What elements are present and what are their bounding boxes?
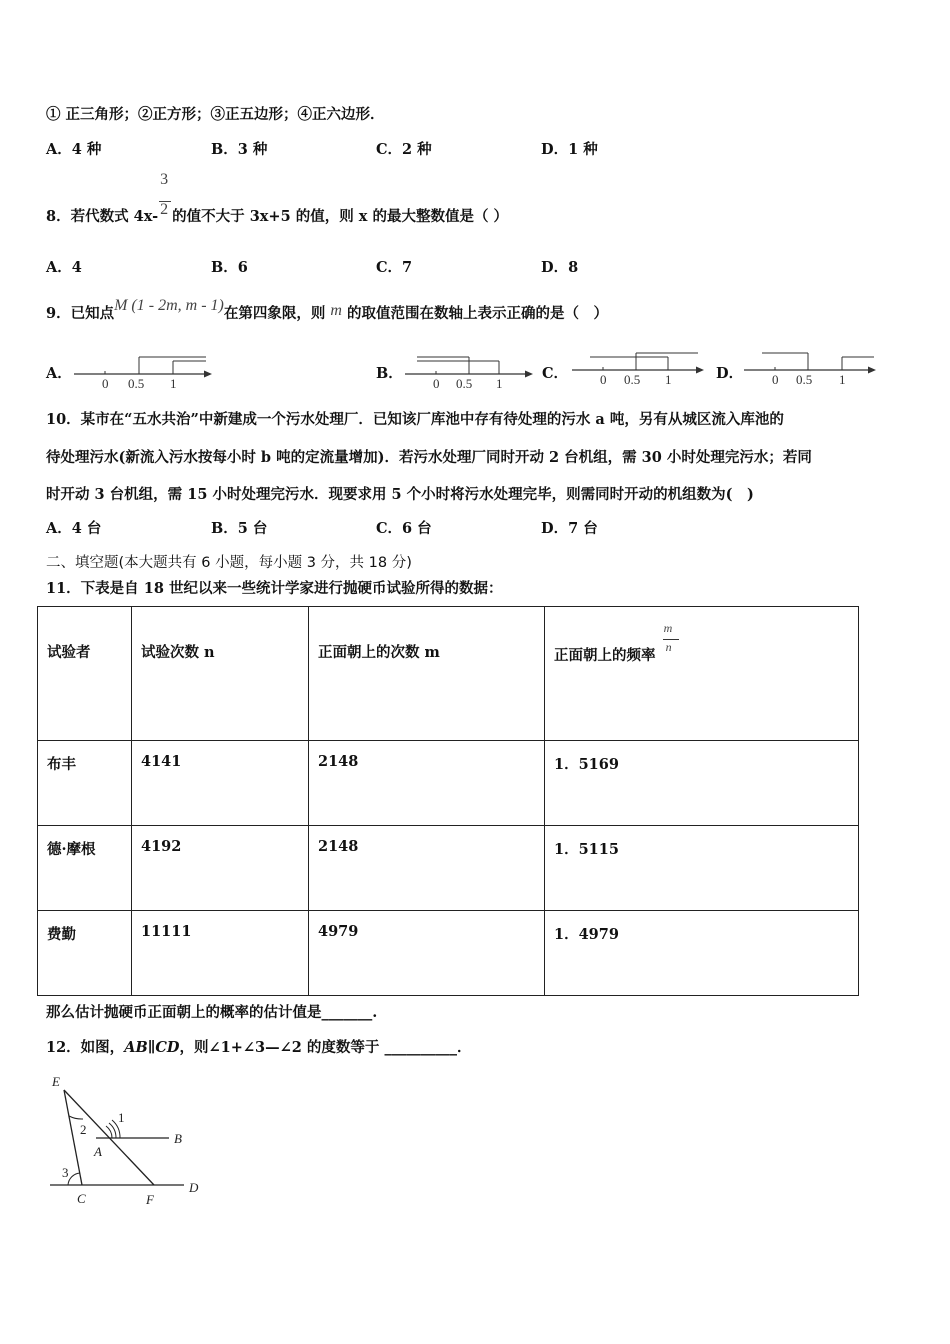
label-angle-2: 2 [80, 1122, 87, 1137]
cell-heads: 2148 [309, 741, 545, 826]
number-line-d [742, 343, 882, 388]
q10-line-3: 时开动 3 台机组，需 15 小时处理完污水．现要求用 5 个小时将污水处理完毕，则需同时开动的机组数为( ) [46, 486, 754, 503]
q12-stem [46, 1036, 471, 1057]
q8-frac-den: 2 [160, 201, 169, 218]
label-angle-3: 3 [62, 1165, 69, 1180]
freq-den: n [665, 640, 672, 654]
number-line-b [403, 350, 538, 392]
q7-choices-line: ① 正三角形；②正方形；③正五边形；④正六边形． [46, 106, 385, 123]
label-c: C [77, 1191, 86, 1206]
q9-option-c: C． [542, 365, 569, 382]
label-d: D [189, 1180, 199, 1195]
q8-option-d: D．8 [541, 259, 579, 276]
q10-option-c: C．6 台 [376, 520, 432, 537]
q7-option-c: C．2 种 [376, 141, 432, 158]
header-frequency-label: 正面朝上的频率 [554, 647, 656, 664]
tick-0: 0 [102, 376, 109, 391]
q11-intro: 11．下表是自 18 世纪以来一些统计学家进行抛硬币试验所得的数据： [46, 580, 503, 597]
q8-stem [46, 171, 508, 237]
freq-num: m [663, 621, 673, 635]
tick-0-5: 0.5 [456, 376, 473, 391]
cell-experimenter: 布丰 [38, 741, 132, 826]
q8-option-a: A．4 [46, 259, 82, 276]
q8-fraction [158, 171, 172, 229]
label-f: F [146, 1192, 154, 1207]
q8-prefix: 8．若代数式 4x- [46, 208, 159, 225]
label-angle-1: 1 [118, 1110, 125, 1125]
tick-0-5: 0.5 [796, 372, 813, 387]
cell-trials: 11111 [132, 911, 309, 996]
q9-option-b: B． [376, 365, 403, 382]
q9-option-d: D． [716, 365, 744, 382]
q8-frac-num: 3 [160, 171, 169, 188]
section-heading: 二、填空题(本大题共有 6 小题，每小题 3 分，共 18 分) [46, 555, 412, 571]
q7-option-b: B．3 种 [211, 141, 268, 158]
cell-heads: 4979 [309, 911, 545, 996]
q9-stem [46, 297, 609, 323]
tick-0: 0 [433, 376, 440, 391]
q7-option-a: A．4 种 [46, 141, 102, 158]
q8-option-c: C．7 [376, 259, 413, 276]
label-e: E [52, 1074, 60, 1089]
q9-point: M (1 - 2m, m - 1) [114, 297, 224, 314]
number-line-a [72, 350, 217, 392]
tick-0-5: 0.5 [128, 376, 145, 391]
table-row [38, 826, 859, 911]
cell-trials: 4192 [132, 826, 309, 911]
q9-suffix: 的取值范围在数轴上表示正确的是（ ） [347, 305, 609, 322]
q8-suffix: 的值不大于 3x+5 的值，则 x 的最大整数值是（ ） [172, 208, 508, 225]
freq-fraction [663, 623, 679, 653]
number-line-c [570, 343, 710, 388]
tick-1: 1 [170, 376, 177, 391]
q9-prefix: 9．已知点 [46, 305, 115, 322]
q9-option-a: A． [46, 365, 72, 382]
header-trials: 试验次数 n [132, 607, 309, 741]
table-header-row [38, 607, 859, 741]
cell-trials: 4141 [132, 741, 309, 826]
q11-question: 那么估计抛硬币正面朝上的概率的估计值是_______. [46, 1004, 378, 1021]
label-b: B [174, 1131, 182, 1146]
q7-option-d: D．1 种 [541, 141, 598, 158]
header-frequency [545, 607, 859, 741]
q12-ab-parallel-cd: AB∥CD [124, 1039, 180, 1056]
cell-frequency: 1．5115 [545, 826, 859, 911]
cell-frequency: 1．5169 [545, 741, 859, 826]
header-experimenter: 试验者 [38, 607, 132, 741]
tick-1: 1 [496, 376, 503, 391]
cell-heads: 2148 [309, 826, 545, 911]
tick-1: 1 [665, 372, 672, 387]
q12-prefix: 12．如图， [46, 1039, 125, 1056]
label-a: A [94, 1144, 102, 1159]
header-heads: 正面朝上的次数 m [309, 607, 545, 741]
cell-frequency: 1．4979 [545, 911, 859, 996]
tick-1: 1 [839, 372, 846, 387]
table-row [38, 741, 859, 826]
q10-line-1: 10．某市在“五水共治”中新建成一个污水处理厂．已知该厂库池中存有待处理的污水 a 吨，另有从城区流入库池的 [46, 411, 784, 428]
tick-0: 0 [600, 372, 607, 387]
tick-0-5: 0.5 [624, 372, 641, 387]
q12-suffix: ，则∠1+∠3—∠2 的度数等于 __________． [179, 1039, 472, 1056]
q10-option-d: D．7 台 [541, 520, 598, 537]
coin-toss-table [37, 606, 859, 996]
q10-option-a: A．4 台 [46, 520, 102, 537]
geometry-figure [44, 1072, 214, 1216]
tick-0: 0 [772, 372, 779, 387]
q8-option-b: B．6 [211, 259, 248, 276]
q10-line-2: 待处理污水(新流入污水按每小时 b 吨的定流量增加)．若污水处理厂同时开动 2 台机组，需 30 小时处理完污水；若同 [46, 449, 812, 466]
cell-experimenter: 费勤 [38, 911, 132, 996]
cell-experimenter: 德·摩根 [38, 826, 132, 911]
table-row [38, 911, 859, 996]
q9-var: m [330, 302, 342, 319]
q10-option-b: B．5 台 [211, 520, 268, 537]
q9-middle: 在第四象限，则 [223, 305, 326, 322]
